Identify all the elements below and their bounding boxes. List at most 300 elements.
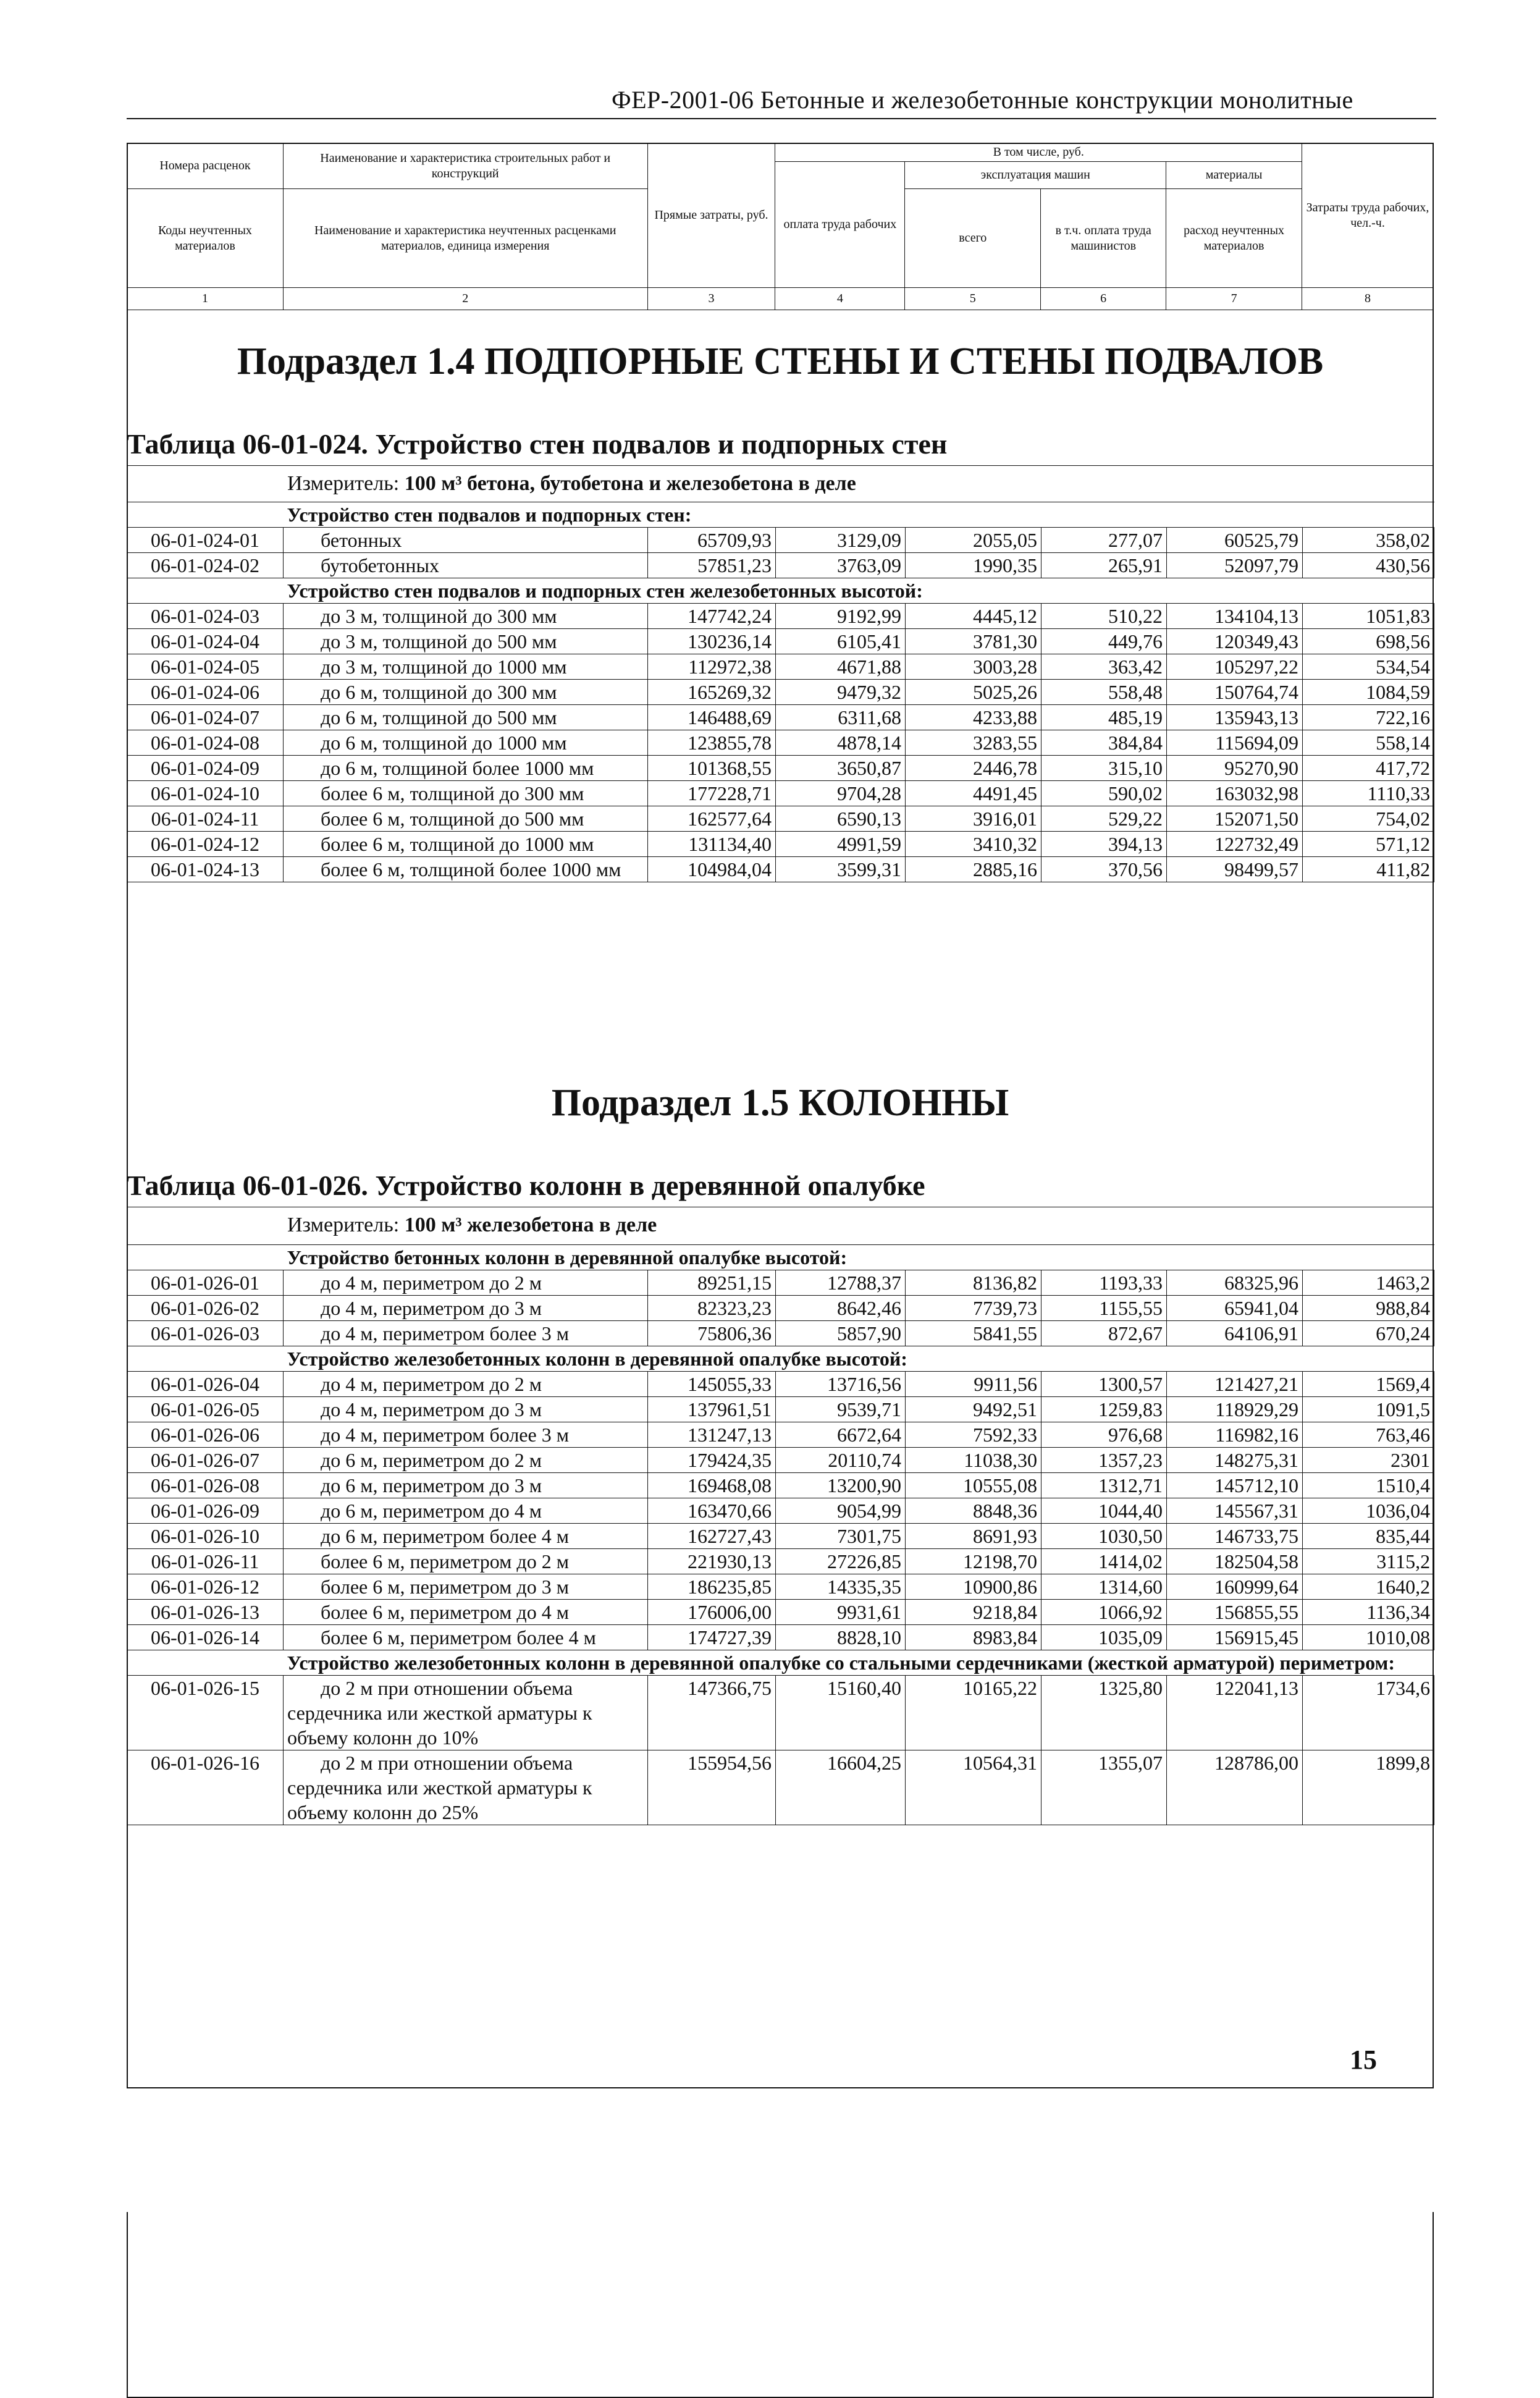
col-header-unaccounted-materials: расход неучтенных материалов	[1166, 189, 1302, 288]
col-num-7: 7	[1166, 288, 1302, 310]
cell-work-name: до 6 м, толщиной до 300 мм	[284, 680, 648, 705]
cell-work-name: до 4 м, периметром более 3 м	[284, 1422, 648, 1448]
col-header-labor-hours: Затраты труда рабочих, чел.-ч.	[1302, 143, 1434, 288]
col-num-1: 1	[127, 288, 284, 310]
cell-operator-pay: 277,07	[1041, 528, 1167, 553]
cell-machines-total: 3410,32	[906, 832, 1041, 857]
cell-direct-costs: 137961,51	[648, 1397, 776, 1422]
cell-worker-pay: 6672,64	[776, 1422, 906, 1448]
group-heading: Устройство стен подвалов и подпорных стен:	[284, 502, 1434, 528]
cell-machines-total: 3003,28	[906, 654, 1041, 680]
cell-worker-pay: 4671,88	[776, 654, 906, 680]
measurement-unit	[287, 472, 856, 496]
cell-work-name: до 6 м, периметром до 2 м	[284, 1448, 648, 1473]
cell-materials: 98499,57	[1167, 857, 1303, 882]
col-header-operator-pay: в т.ч. оплата труда машинистов	[1041, 189, 1166, 288]
cell-machines-total: 12198,70	[906, 1549, 1041, 1574]
cell-labor-hours: 2301	[1303, 1448, 1434, 1473]
cell-materials: 135943,13	[1167, 705, 1303, 730]
cell-operator-pay: 558,48	[1041, 680, 1167, 705]
cell-work-name: до 3 м, толщиной до 500 мм	[284, 629, 648, 654]
cell-direct-costs: 89251,15	[648, 1270, 776, 1296]
table-title-06-01-026: Таблица 06-01-026. Устройство колонн в деревянной опалубке	[127, 1170, 925, 1201]
cell-worker-pay: 9479,32	[776, 680, 906, 705]
cell-materials: 121427,21	[1167, 1372, 1303, 1397]
cell-worker-pay: 3129,09	[776, 528, 906, 553]
cell-rate-code: 06-01-026-10	[127, 1524, 284, 1549]
cell-operator-pay: 370,56	[1041, 857, 1167, 882]
cell-rate-code: 06-01-026-12	[127, 1574, 284, 1600]
col-header-incl: В том числе, руб.	[775, 143, 1302, 162]
cell-machines-total: 10165,22	[906, 1676, 1041, 1750]
col-num-2: 2	[283, 288, 647, 310]
cell-labor-hours: 1091,5	[1303, 1397, 1434, 1422]
cell-worker-pay: 9539,71	[776, 1397, 906, 1422]
cell-labor-hours: 670,24	[1303, 1321, 1434, 1346]
cell-labor-hours: 1463,2	[1303, 1270, 1434, 1296]
table-row	[127, 629, 1434, 654]
cell-operator-pay: 529,22	[1041, 806, 1167, 832]
group-heading-row	[127, 502, 1434, 528]
cell-labor-hours: 1036,04	[1303, 1498, 1434, 1524]
cell-materials: 105297,22	[1167, 654, 1303, 680]
measurement-value: 100 м³ бетона, бутобетона и железобетона в деле	[404, 472, 856, 495]
cell-labor-hours: 835,44	[1303, 1524, 1434, 1549]
table-row	[127, 604, 1434, 629]
cell-labor-hours: 358,02	[1303, 528, 1434, 553]
cell-worker-pay: 8642,46	[776, 1296, 906, 1321]
cell-machines-total: 4233,88	[906, 705, 1041, 730]
cell-rate-code: 06-01-024-03	[127, 604, 284, 629]
cell-labor-hours: 763,46	[1303, 1422, 1434, 1448]
cell-labor-hours: 3115,2	[1303, 1549, 1434, 1574]
col-header-machines-total: всего	[905, 189, 1041, 288]
cell-operator-pay: 1312,71	[1041, 1473, 1167, 1498]
cell-machines-total: 8983,84	[906, 1625, 1041, 1650]
table-row	[127, 832, 1434, 857]
cell-direct-costs: 112972,38	[648, 654, 776, 680]
cell-rate-code: 06-01-026-02	[127, 1296, 284, 1321]
measurement-label: Измеритель:	[287, 472, 400, 495]
cell-operator-pay: 394,13	[1041, 832, 1167, 857]
group-heading-row	[127, 578, 1434, 604]
table-row	[127, 1270, 1434, 1296]
cell-materials: 156855,55	[1167, 1600, 1303, 1625]
cell-worker-pay: 12788,37	[776, 1270, 906, 1296]
cell-labor-hours: 571,12	[1303, 832, 1434, 857]
cell-rate-code: 06-01-024-04	[127, 629, 284, 654]
table-row	[127, 528, 1434, 553]
cell-operator-pay: 1355,07	[1041, 1750, 1167, 1825]
table-row	[127, 1750, 1434, 1825]
frame-bottom-rule	[127, 2087, 1434, 2088]
table-row	[127, 857, 1434, 882]
cell-direct-costs: 147742,24	[648, 604, 776, 629]
group-heading-row	[127, 1346, 1434, 1372]
cell-work-name: до 3 м, толщиной до 300 мм	[284, 604, 648, 629]
cell-rate-code: 06-01-024-12	[127, 832, 284, 857]
cell-operator-pay: 510,22	[1041, 604, 1167, 629]
cell-machines-total: 8848,36	[906, 1498, 1041, 1524]
cell-worker-pay: 4878,14	[776, 730, 906, 756]
cell-materials: 95270,90	[1167, 756, 1303, 781]
cell-machines-total: 3781,30	[906, 629, 1041, 654]
cell-rate-code: 06-01-026-14	[127, 1625, 284, 1650]
cell-direct-costs: 176006,00	[648, 1600, 776, 1625]
cell-operator-pay: 1357,23	[1041, 1448, 1167, 1473]
cell-operator-pay: 363,42	[1041, 654, 1167, 680]
table-row	[127, 781, 1434, 806]
group-heading-spacer	[127, 1346, 284, 1372]
rule	[127, 465, 1434, 466]
table-row	[127, 680, 1434, 705]
cell-direct-costs: 147366,75	[648, 1676, 776, 1750]
cell-direct-costs: 57851,23	[648, 553, 776, 578]
cell-work-name: до 2 м при отношении объема сердечника или жесткой арматуры к объему колонн до 25%	[284, 1750, 648, 1825]
cell-labor-hours: 1136,34	[1303, 1600, 1434, 1625]
cell-work-name: более 6 м, периметром более 4 м	[284, 1625, 648, 1650]
cell-machines-total: 4491,45	[906, 781, 1041, 806]
cell-direct-costs: 101368,55	[648, 756, 776, 781]
cell-labor-hours: 558,14	[1303, 730, 1434, 756]
table-row	[127, 1397, 1434, 1422]
cell-labor-hours: 754,02	[1303, 806, 1434, 832]
cell-rate-code: 06-01-024-01	[127, 528, 284, 553]
group-heading-spacer	[127, 502, 284, 528]
cell-worker-pay: 6105,41	[776, 629, 906, 654]
cell-materials: 64106,91	[1167, 1321, 1303, 1346]
cell-direct-costs: 130236,14	[648, 629, 776, 654]
cell-direct-costs: 75806,36	[648, 1321, 776, 1346]
cell-machines-total: 8691,93	[906, 1524, 1041, 1549]
cell-operator-pay: 1044,40	[1041, 1498, 1167, 1524]
table-row	[127, 806, 1434, 832]
cell-work-name: до 6 м, периметром более 4 м	[284, 1524, 648, 1549]
cell-rate-code: 06-01-026-15	[127, 1676, 284, 1750]
cell-worker-pay: 6311,68	[776, 705, 906, 730]
table-row	[127, 1676, 1434, 1750]
header-rule	[127, 118, 1436, 119]
column-header-table	[127, 143, 1434, 310]
cell-operator-pay: 590,02	[1041, 781, 1167, 806]
cell-work-name: до 3 м, толщиной до 1000 мм	[284, 654, 648, 680]
cell-machines-total: 11038,30	[906, 1448, 1041, 1473]
cell-rate-code: 06-01-026-16	[127, 1750, 284, 1825]
cell-labor-hours: 430,56	[1303, 553, 1434, 578]
cell-direct-costs: 104984,04	[648, 857, 776, 882]
cell-materials: 150764,74	[1167, 680, 1303, 705]
group-heading-row	[127, 1245, 1434, 1270]
cell-work-name: более 6 м, толщиной до 500 мм	[284, 806, 648, 832]
cell-operator-pay: 1030,50	[1041, 1524, 1167, 1549]
cell-work-name: до 6 м, толщиной более 1000 мм	[284, 756, 648, 781]
cell-worker-pay: 14335,35	[776, 1574, 906, 1600]
cell-work-name: до 6 м, толщиной до 1000 мм	[284, 730, 648, 756]
cell-machines-total: 5025,26	[906, 680, 1041, 705]
group-heading: Устройство железобетонных колонн в деревянной опалубке высотой:	[284, 1346, 1434, 1372]
cell-machines-total: 9218,84	[906, 1600, 1041, 1625]
cell-materials: 134104,13	[1167, 604, 1303, 629]
cell-direct-costs: 163470,66	[648, 1498, 776, 1524]
cell-machines-total: 10555,08	[906, 1473, 1041, 1498]
cell-labor-hours: 1084,59	[1303, 680, 1434, 705]
cell-materials: 118929,29	[1167, 1397, 1303, 1422]
cell-worker-pay: 5857,90	[776, 1321, 906, 1346]
col-num-8: 8	[1302, 288, 1434, 310]
cell-worker-pay: 16604,25	[776, 1750, 906, 1825]
cell-materials: 160999,64	[1167, 1574, 1303, 1600]
table-row	[127, 705, 1434, 730]
cell-operator-pay: 1035,09	[1041, 1625, 1167, 1650]
cell-operator-pay: 1325,80	[1041, 1676, 1167, 1750]
cell-machines-total: 10900,86	[906, 1574, 1041, 1600]
cell-rate-code: 06-01-026-01	[127, 1270, 284, 1296]
cell-work-name: до 4 м, периметром до 2 м	[284, 1270, 648, 1296]
cell-worker-pay: 7301,75	[776, 1524, 906, 1549]
cell-rate-code: 06-01-026-11	[127, 1549, 284, 1574]
cell-direct-costs: 186235,85	[648, 1574, 776, 1600]
cell-materials: 115694,09	[1167, 730, 1303, 756]
measurement-unit	[287, 1214, 657, 1237]
page-number: 15	[1350, 2045, 1377, 2075]
cell-materials: 122041,13	[1167, 1676, 1303, 1750]
cell-machines-total: 7739,73	[906, 1296, 1041, 1321]
cell-work-name: до 6 м, периметром до 3 м	[284, 1473, 648, 1498]
cell-materials: 156915,45	[1167, 1625, 1303, 1650]
cell-direct-costs: 162577,64	[648, 806, 776, 832]
cell-direct-costs: 174727,39	[648, 1625, 776, 1650]
cell-labor-hours: 698,56	[1303, 629, 1434, 654]
cell-labor-hours: 988,84	[1303, 1296, 1434, 1321]
cell-labor-hours: 417,72	[1303, 756, 1434, 781]
cell-rate-code: 06-01-026-08	[127, 1473, 284, 1498]
cell-work-name: до 6 м, толщиной до 500 мм	[284, 705, 648, 730]
running-header: ФЕР-2001-06 Бетонные и железобетонные конструкции монолитные	[612, 86, 1353, 114]
table-row	[127, 1448, 1434, 1473]
cell-machines-total: 3916,01	[906, 806, 1041, 832]
cell-materials: 52097,79	[1167, 553, 1303, 578]
col-header-materials: материалы	[1166, 162, 1302, 189]
table-row	[127, 1549, 1434, 1574]
col-num-4: 4	[775, 288, 905, 310]
cell-worker-pay: 9931,61	[776, 1600, 906, 1625]
cell-machines-total: 10564,31	[906, 1750, 1041, 1825]
table-row	[127, 1524, 1434, 1549]
cell-work-name: бутобетонных	[284, 553, 648, 578]
cell-operator-pay: 384,84	[1041, 730, 1167, 756]
cell-direct-costs: 155954,56	[648, 1750, 776, 1825]
cell-machines-total: 9492,51	[906, 1397, 1041, 1422]
rates-table-06-01-024	[127, 502, 1434, 882]
cell-machines-total: 5841,55	[906, 1321, 1041, 1346]
cell-operator-pay: 1155,55	[1041, 1296, 1167, 1321]
table-row	[127, 1422, 1434, 1448]
measurement-value: 100 м³ железобетона в деле	[404, 1214, 657, 1236]
cell-labor-hours: 1051,83	[1303, 604, 1434, 629]
cell-rate-code: 06-01-024-13	[127, 857, 284, 882]
cell-labor-hours: 411,82	[1303, 857, 1434, 882]
cell-materials: 128786,00	[1167, 1750, 1303, 1825]
col-num-5: 5	[905, 288, 1041, 310]
cell-direct-costs: 179424,35	[648, 1448, 776, 1473]
cell-worker-pay: 4991,59	[776, 832, 906, 857]
cell-operator-pay: 1414,02	[1041, 1549, 1167, 1574]
cell-rate-code: 06-01-026-06	[127, 1422, 284, 1448]
table-row	[127, 1600, 1434, 1625]
cell-materials: 182504,58	[1167, 1549, 1303, 1574]
cell-rate-code: 06-01-024-09	[127, 756, 284, 781]
cell-materials: 60525,79	[1167, 528, 1303, 553]
cell-operator-pay: 1300,57	[1041, 1372, 1167, 1397]
cell-rate-code: 06-01-024-11	[127, 806, 284, 832]
cell-materials: 68325,96	[1167, 1270, 1303, 1296]
cell-materials: 152071,50	[1167, 806, 1303, 832]
table-row	[127, 1574, 1434, 1600]
cell-direct-costs: 162727,43	[648, 1524, 776, 1549]
cell-labor-hours: 1734,6	[1303, 1676, 1434, 1750]
cell-rate-code: 06-01-024-05	[127, 654, 284, 680]
cell-operator-pay: 872,67	[1041, 1321, 1167, 1346]
cell-operator-pay: 1193,33	[1041, 1270, 1167, 1296]
group-heading: Устройство железобетонных колонн в деревянной опалубке со стальными сердечниками (жесткой арматурой) периметром:	[284, 1650, 1434, 1676]
cell-materials: 116982,16	[1167, 1422, 1303, 1448]
table-row	[127, 1625, 1434, 1650]
rates-table-06-01-026	[127, 1244, 1434, 1825]
cell-rate-code: 06-01-026-05	[127, 1397, 284, 1422]
cell-worker-pay: 3763,09	[776, 553, 906, 578]
cell-direct-costs: 146488,69	[648, 705, 776, 730]
cell-worker-pay: 27226,85	[776, 1549, 906, 1574]
cell-worker-pay: 9054,99	[776, 1498, 906, 1524]
cell-work-name: до 4 м, периметром более 3 м	[284, 1321, 648, 1346]
cell-worker-pay: 15160,40	[776, 1676, 906, 1750]
cell-operator-pay: 449,76	[1041, 629, 1167, 654]
cell-work-name: бетонных	[284, 528, 648, 553]
cell-labor-hours: 1510,4	[1303, 1473, 1434, 1498]
cell-direct-costs: 177228,71	[648, 781, 776, 806]
col-num-6: 6	[1041, 288, 1166, 310]
col-num-3: 3	[647, 288, 775, 310]
cell-rate-code: 06-01-026-04	[127, 1372, 284, 1397]
cell-worker-pay: 13200,90	[776, 1473, 906, 1498]
col-header-machines: эксплуатация машин	[905, 162, 1166, 189]
cell-labor-hours: 722,16	[1303, 705, 1434, 730]
group-heading-spacer	[127, 578, 284, 604]
cell-rate-code: 06-01-026-07	[127, 1448, 284, 1473]
group-heading: Устройство стен подвалов и подпорных стен железобетонных высотой:	[284, 578, 1434, 604]
cell-operator-pay: 315,10	[1041, 756, 1167, 781]
cell-worker-pay: 3650,87	[776, 756, 906, 781]
cell-direct-costs: 145055,33	[648, 1372, 776, 1397]
cell-work-name: более 6 м, толщиной до 300 мм	[284, 781, 648, 806]
cell-work-name: до 4 м, периметром до 2 м	[284, 1372, 648, 1397]
col-header-codes-top: Номера расценок	[127, 143, 284, 189]
cell-work-name: более 6 м, периметром до 4 м	[284, 1600, 648, 1625]
cell-materials: 145567,31	[1167, 1498, 1303, 1524]
cell-rate-code: 06-01-024-07	[127, 705, 284, 730]
cell-materials: 122732,49	[1167, 832, 1303, 857]
cell-operator-pay: 1259,83	[1041, 1397, 1167, 1422]
cell-materials: 163032,98	[1167, 781, 1303, 806]
cell-operator-pay: 1314,60	[1041, 1574, 1167, 1600]
cell-operator-pay: 1066,92	[1041, 1600, 1167, 1625]
cell-machines-total: 8136,82	[906, 1270, 1041, 1296]
cell-direct-costs: 82323,23	[648, 1296, 776, 1321]
cell-rate-code: 06-01-024-10	[127, 781, 284, 806]
cell-work-name: более 6 м, толщиной более 1000 мм	[284, 857, 648, 882]
cell-rate-code: 06-01-024-02	[127, 553, 284, 578]
table-row	[127, 1372, 1434, 1397]
frame-mask	[127, 2088, 1434, 2212]
group-heading-row	[127, 1650, 1434, 1676]
cell-work-name: до 4 м, периметром до 3 м	[284, 1296, 648, 1321]
cell-machines-total: 1990,35	[906, 553, 1041, 578]
cell-direct-costs: 169468,08	[648, 1473, 776, 1498]
cell-machines-total: 7592,33	[906, 1422, 1041, 1448]
col-header-name-top: Наименование и характеристика строительных работ и конструкций	[283, 143, 647, 189]
table-title-06-01-024: Таблица 06-01-024. Устройство стен подвалов и подпорных стен	[127, 428, 948, 460]
cell-work-name: до 4 м, периметром до 3 м	[284, 1397, 648, 1422]
cell-rate-code: 06-01-026-13	[127, 1600, 284, 1625]
cell-direct-costs: 131247,13	[648, 1422, 776, 1448]
table-row	[127, 654, 1434, 680]
cell-materials: 65941,04	[1167, 1296, 1303, 1321]
group-heading-spacer	[127, 1650, 284, 1676]
table-row	[127, 1296, 1434, 1321]
cell-rate-code: 06-01-026-03	[127, 1321, 284, 1346]
cell-work-name: до 2 м при отношении объема сердечника или жесткой арматуры к объему колонн до 10%	[284, 1676, 648, 1750]
table-row	[127, 553, 1434, 578]
cell-machines-total: 2055,05	[906, 528, 1041, 553]
table-row	[127, 1498, 1434, 1524]
cell-rate-code: 06-01-026-09	[127, 1498, 284, 1524]
cell-materials: 145712,10	[1167, 1473, 1303, 1498]
cell-direct-costs: 221930,13	[648, 1549, 776, 1574]
cell-rate-code: 06-01-024-08	[127, 730, 284, 756]
table-row	[127, 1473, 1434, 1498]
cell-work-name: до 6 м, периметром до 4 м	[284, 1498, 648, 1524]
cell-materials: 148275,31	[1167, 1448, 1303, 1473]
col-header-worker-pay: оплата труда рабочих	[775, 162, 905, 288]
col-header-codes-bottom: Коды неучтенных материалов	[127, 189, 284, 288]
cell-labor-hours: 1569,4	[1303, 1372, 1434, 1397]
cell-work-name: более 6 м, толщиной до 1000 мм	[284, 832, 648, 857]
cell-worker-pay: 8828,10	[776, 1625, 906, 1650]
cell-rate-code: 06-01-024-06	[127, 680, 284, 705]
cell-operator-pay: 976,68	[1041, 1422, 1167, 1448]
cell-operator-pay: 485,19	[1041, 705, 1167, 730]
cell-machines-total: 9911,56	[906, 1372, 1041, 1397]
cell-work-name: более 6 м, периметром до 2 м	[284, 1549, 648, 1574]
cell-labor-hours: 534,54	[1303, 654, 1434, 680]
col-header-name-bottom: Наименование и характеристика неучтенных расценками материалов, единица измерения	[283, 189, 647, 288]
cell-machines-total: 4445,12	[906, 604, 1041, 629]
cell-machines-total: 2446,78	[906, 756, 1041, 781]
table-row	[127, 1321, 1434, 1346]
cell-machines-total: 2885,16	[906, 857, 1041, 882]
table-row	[127, 730, 1434, 756]
cell-operator-pay: 265,91	[1041, 553, 1167, 578]
cell-worker-pay: 6590,13	[776, 806, 906, 832]
cell-direct-costs: 131134,40	[648, 832, 776, 857]
group-heading-spacer	[127, 1245, 284, 1270]
cell-direct-costs: 165269,32	[648, 680, 776, 705]
cell-worker-pay: 3599,31	[776, 857, 906, 882]
cell-labor-hours: 1010,08	[1303, 1625, 1434, 1650]
measurement-label: Измеритель:	[287, 1214, 400, 1236]
cell-worker-pay: 20110,74	[776, 1448, 906, 1473]
cell-direct-costs: 123855,78	[648, 730, 776, 756]
